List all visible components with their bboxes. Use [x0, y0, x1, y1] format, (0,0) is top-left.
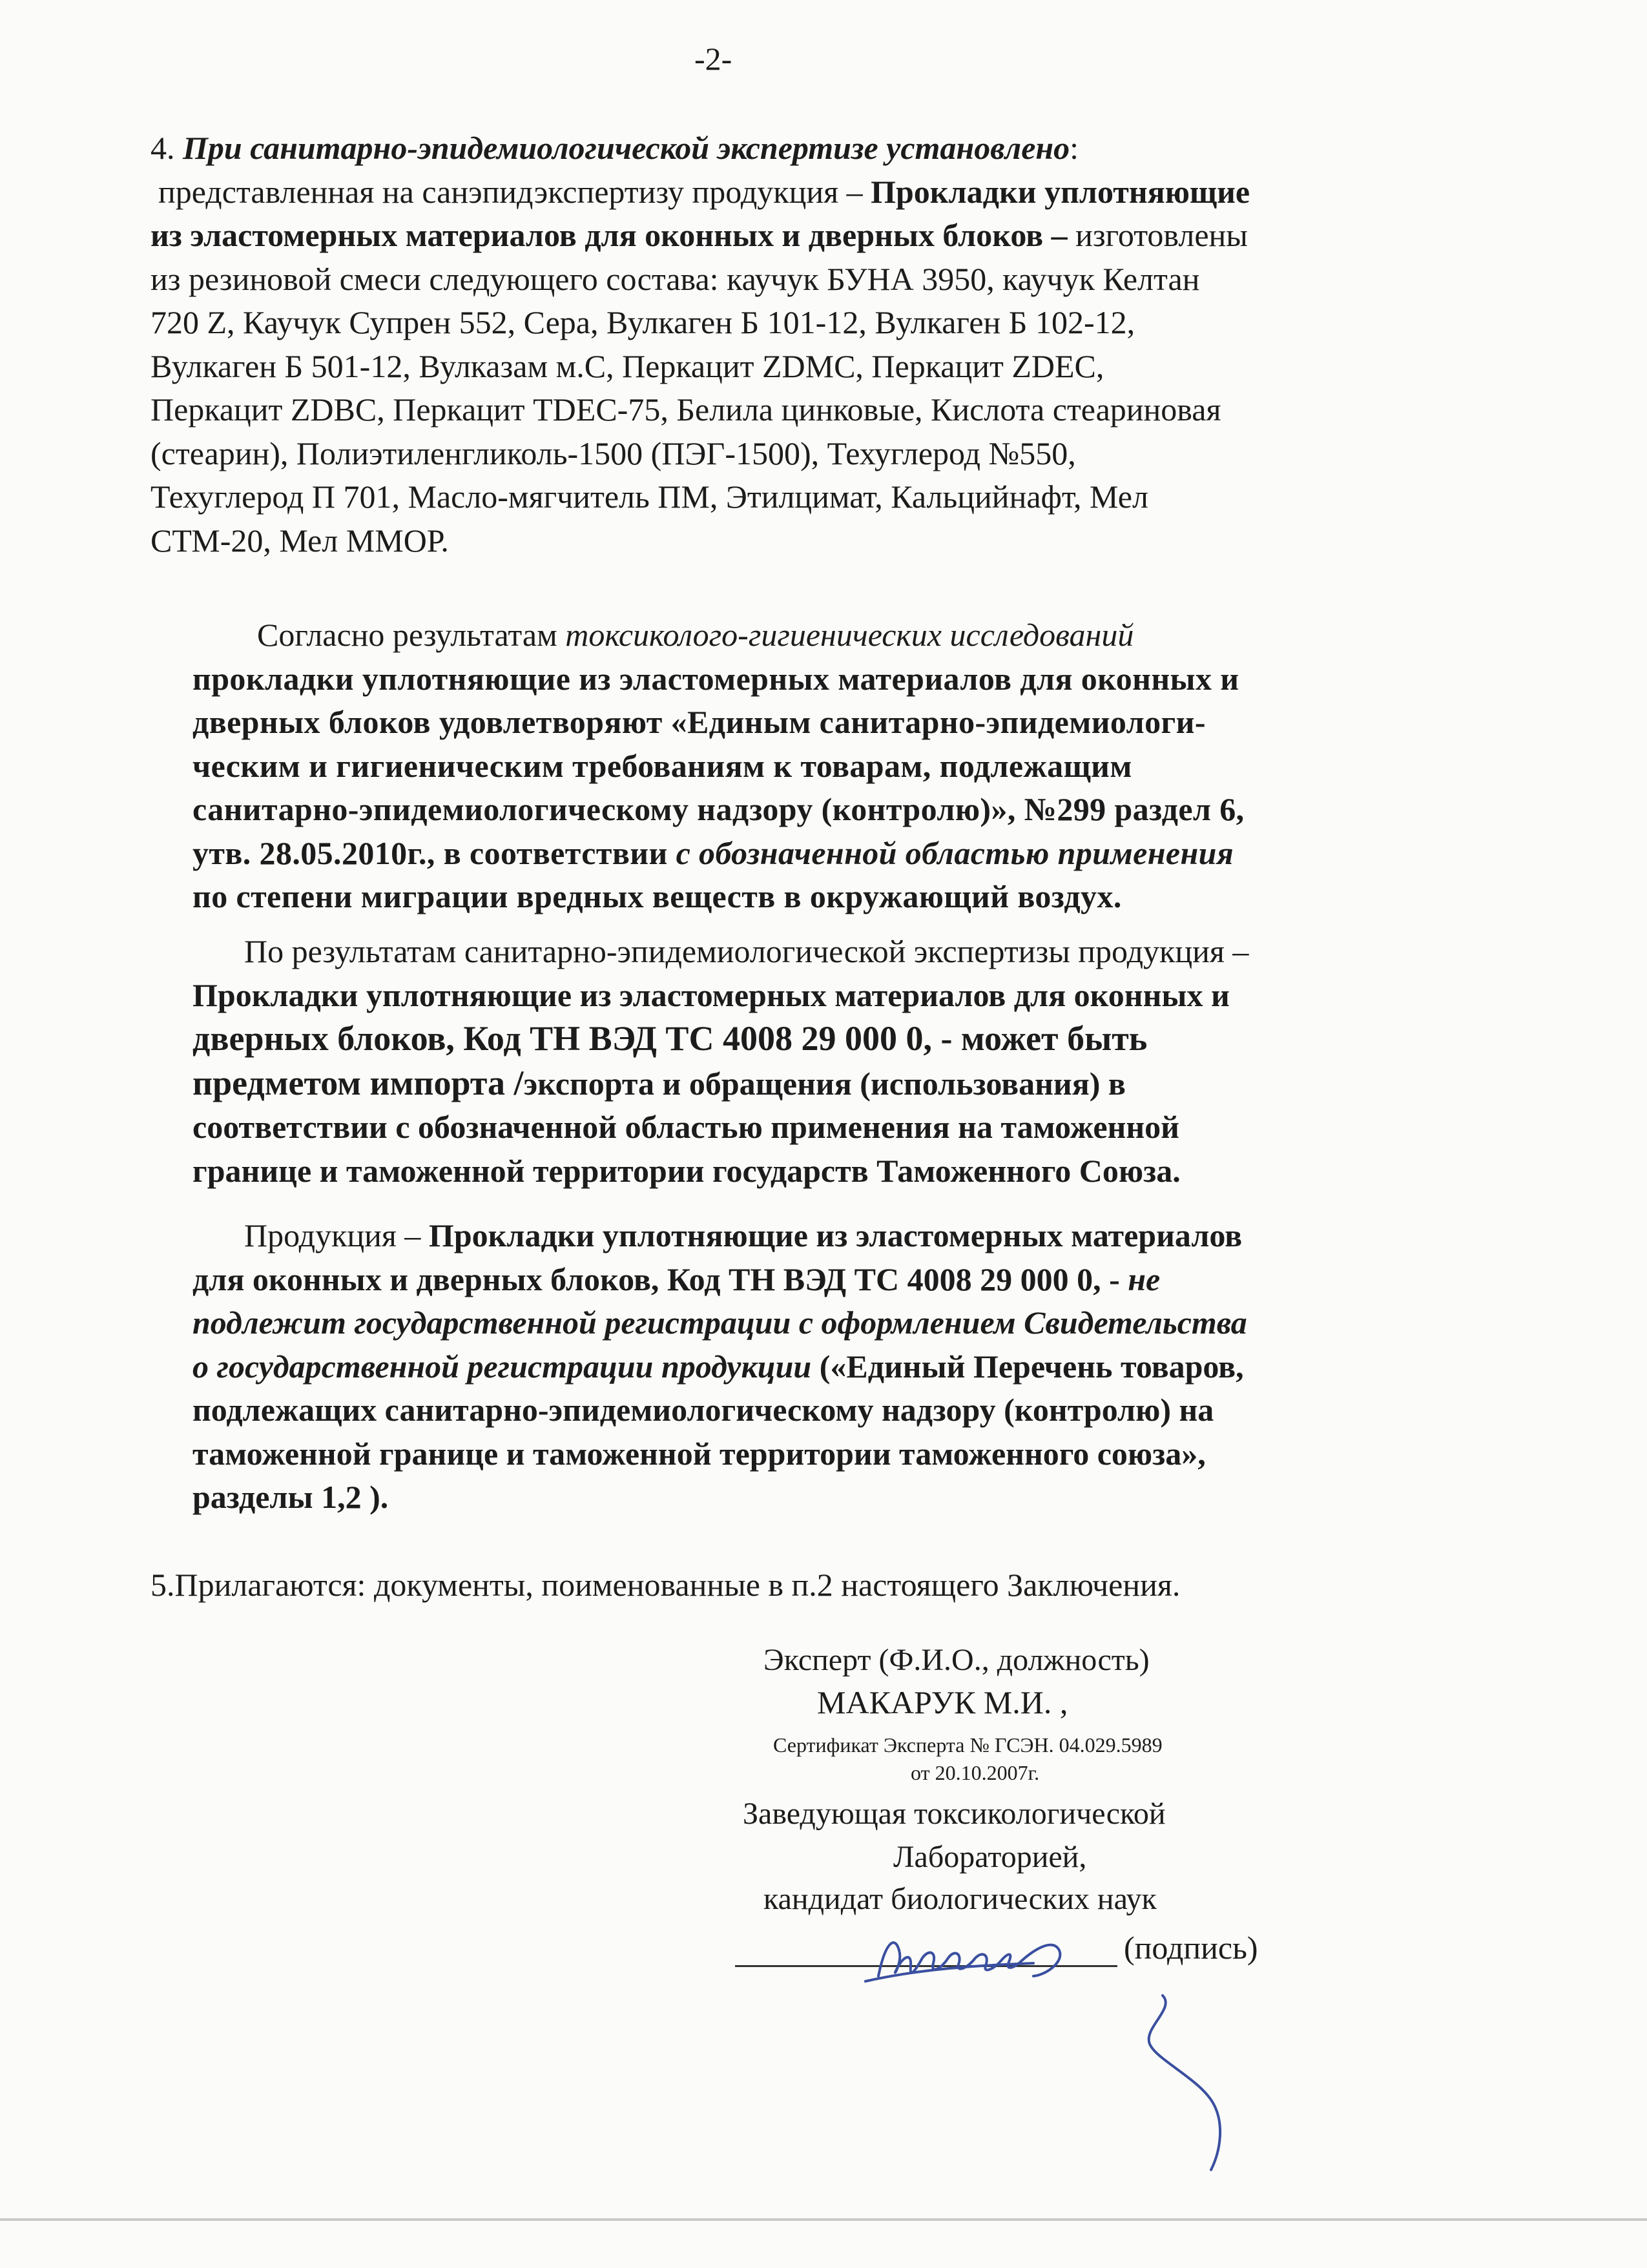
section-4-line: СТМ-20, Мел ММОР.	[150, 522, 449, 559]
text-run: представленная на санэпидэкспертизу продукция –	[158, 173, 871, 210]
section-heading: При санитарно-эпидемиологической экспертизе установлено	[183, 130, 1070, 166]
paragraph-line: по степени миграции вредных веществ в окружающий воздух.	[192, 878, 1122, 914]
section-4	[150, 127, 1494, 562]
text-run-bold-large: предметом импорта /	[192, 1063, 524, 1102]
text-run-bold: для оконных и дверных блоков, Код ТН ВЭД ТС 4008 29 000 0, -	[192, 1261, 1128, 1297]
text-run-bold: («Единый Перечень товаров,	[819, 1348, 1244, 1385]
text-run-bold: утв. 28.05.2010г., в соответствии	[192, 834, 676, 871]
paragraph-line: подлежащих санитарно-эпидемиологическому надзору (контролю) на	[192, 1392, 1214, 1428]
text-run-italic: токсиколого-гигиенических исследований	[565, 617, 1134, 653]
paragraph-line: таможенной границе и таможенной территории таможенного союза»,	[192, 1435, 1206, 1472]
paragraph-line: подлежит государственной регистрации с оформлением Свидетельства	[192, 1304, 1247, 1341]
paragraph-line: Прокладки уплотняющие из эластомерных материалов для оконных и	[192, 976, 1230, 1013]
certificate-date: от 20.10.2007г.	[911, 1761, 1040, 1784]
paragraph-line: прокладки уплотняющие из эластомерных материалов для оконных и	[192, 660, 1239, 697]
paragraph-line	[192, 1062, 1484, 1106]
text-run-bold: Прокладки уплотняющие	[871, 173, 1250, 210]
section-4-line: Перкацит ZDBC, Перкацит TDEC-75, Белила цинковые, Кислота стеариновая	[150, 391, 1221, 428]
section-4-line: (стеарин), Полиэтиленгликоль-1500 (ПЭГ-1500), Техуглерод №550,	[150, 435, 1076, 471]
text-run: Продукция –	[244, 1217, 429, 1253]
paragraph-line	[192, 1214, 1484, 1258]
paragraph-toxicology	[192, 613, 1484, 919]
paragraph-line	[192, 1017, 1484, 1062]
page-bottom-rule	[0, 2218, 1647, 2221]
text-run-bold: Прокладки уплотняющие из эластомерных материалов	[428, 1217, 1243, 1253]
section-4-line: Вулкаген Б 501-12, Вулказам м.С, Перкацит ZDMC, Перкацит ZDEC,	[150, 347, 1104, 384]
expert-name: МАКАРУК М.И. ,	[817, 1684, 1068, 1720]
text-run: Согласно результатам	[257, 617, 566, 653]
heading-colon: :	[1070, 130, 1079, 166]
paragraph-line: соответствии с обозначенной областью применения на таможенной	[192, 1109, 1179, 1145]
paragraph-line	[192, 1345, 1484, 1389]
page-number: -2-	[694, 41, 732, 77]
text-run-bold: из эластомерных материалов для оконных и дверных блоков –	[150, 217, 1076, 253]
head-title-line: Лабораторией,	[893, 1840, 1087, 1874]
section-4-line: Техуглерод П 701, Масло-мягчитель ПМ, Этилцимат, Кальцийнафт, Мел	[150, 479, 1148, 515]
text-run-bold-italic: не	[1128, 1261, 1161, 1297]
section-4-line	[150, 214, 1494, 258]
expert-label: Эксперт (Ф.И.О., должность)	[763, 1643, 1150, 1677]
section-4-line	[150, 170, 1494, 214]
paragraph-line	[192, 1258, 1484, 1302]
certificate-number: Сертификат Эксперта № ГСЭН. 04.029.5989	[773, 1733, 1163, 1757]
text-run-bold: экспорта и обращения (использования) в	[523, 1065, 1126, 1102]
paragraph-expertise-results	[192, 930, 1484, 1193]
section-5: 5.Прилагаются: документы, поименованные в п.2 настоящего Заключения.	[150, 1567, 1181, 1603]
text-run-bold-italic: о государственной регистрации продукции	[192, 1348, 820, 1385]
section-4-heading	[150, 127, 1494, 170]
paragraph-line: разделы 1,2 ).	[192, 1479, 389, 1515]
paragraph-line	[192, 832, 1484, 876]
paragraph-line: границе и таможенной территории государств Таможенного Союза.	[192, 1152, 1181, 1189]
signature-label: (подпись)	[1124, 1930, 1258, 1966]
text-run: изготовлены	[1075, 217, 1248, 253]
paragraph-line: ческим и гигиеническим требованиям к товарам, подлежащим	[192, 747, 1132, 784]
head-degree: кандидат биологических наук	[763, 1882, 1157, 1916]
text-run-bold: дверных блоков, Код ТН ВЭД ТС 4008 29 000 0, - может быть	[192, 1019, 1148, 1058]
handwritten-signature	[840, 1899, 1292, 2189]
head-title-line: Заведующая токсикологической	[743, 1797, 1166, 1831]
section-number: 4.	[150, 130, 175, 166]
paragraph-registration	[192, 1214, 1484, 1520]
paragraph-line	[192, 613, 1484, 657]
section-4-line: из резиновой смеси следующего состава: каучук БУНА 3950, каучук Келтан	[150, 260, 1200, 297]
paragraph-line: санитарно-эпидемиологическому надзору (контролю)», №299 раздел 6,	[192, 791, 1245, 827]
section-4-line: 720 Z, Каучук Супрен 552, Сера, Вулкаген Б 101-12, Вулкаген Б 102-12,	[150, 304, 1135, 340]
paragraph-line: дверных блоков удовлетворяют «Единым санитарно-эпидемиологи-	[192, 704, 1206, 740]
paragraph-line: По результатам санитарно-эпидемиологической экспертизы продукция –	[244, 933, 1249, 969]
text-run-bold-italic: с обозначенной областью применения	[676, 834, 1234, 871]
